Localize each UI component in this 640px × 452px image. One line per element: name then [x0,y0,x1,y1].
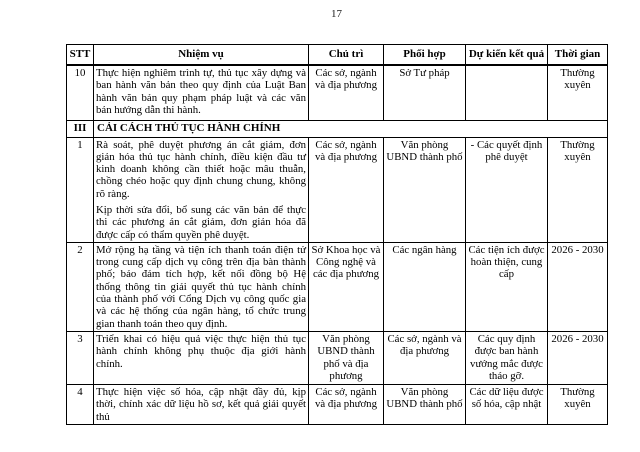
cell-time: 2026 - 2030 [548,242,608,331]
table-row [67,137,608,242]
cell-time: 2026 - 2030 [548,331,608,384]
task-paragraph: Rà soát, phê duyệt phương án cắt giảm, đơn giản hóa thủ tục hành chính, điều kiện đầu tư kinh doanh không cần thiết hoặc mâu thuẫn, chồng chéo hoặc quy định chung chung, không rõ ràng. [96,138,306,200]
task-paragraph: Triển khai có hiệu quả việc thực hiện thủ tục hành chính không phụ thuộc địa giới hành chính. [96,332,306,370]
cell-coordinate: Các ngân hàng [384,242,466,331]
column-header-expected-result: Dự kiến kết quả [466,45,548,66]
cell-coordinate: Văn phòng UBND thành phố [384,137,466,242]
cell-lead: Các sở, ngành và địa phương [309,137,384,242]
section-header-row [67,120,608,137]
task-paragraph: Thực hiện nghiêm trình tự, thủ tục xây dựng và ban hành văn bản theo quy định của Luật Ban hành văn bản quy phạm pháp luật và các văn bản hướng dẫn thi hành. [96,67,306,116]
cell-task [94,65,309,120]
cell-time: Thường xuyên [548,65,608,120]
cell-stt: 3 [67,331,94,384]
cell-coordinate: Các sở, ngành và địa phương [384,331,466,384]
cell-stt: 1 [67,137,94,242]
section-number: III [67,120,94,137]
cell-task [94,242,309,331]
table-row [67,331,608,384]
cell-expected-result: Các quy định được ban hành vướng mắc được tháo gỡ. [466,331,548,384]
column-header-task: Nhiệm vụ [94,45,309,66]
task-paragraph: Mở rộng hạ tầng và tiện ích thanh toán điện tử trong cung cấp dịch vụ công trên địa bàn thành phố; bảo đảm tích hợp, kết nối đồng bộ Hệ thống thông tin giải quyết thủ tục hành chính của thành phố với Cổng Dịch vụ công quốc gia và các hệ thống của ngân hàng, tổ chức trung gian thanh toán theo quy định. [96,243,306,330]
task-paragraph: Thực hiện việc số hóa, cập nhật đầy đủ, kịp thời, chính xác dữ liệu hồ sơ, kết quả giải quyết thủ [96,385,306,423]
cell-task [94,331,309,384]
table-row [67,65,608,120]
cell-expected-result: Các dữ liệu được số hóa, cập nhật [466,384,548,424]
cell-coordinate: Văn phòng UBND thành phố [384,384,466,424]
table-row [67,384,608,424]
cell-stt: 2 [67,242,94,331]
cell-time: Thường xuyên [548,137,608,242]
column-header-coordinate: Phối hợp [384,45,466,66]
cell-expected-result [466,65,548,120]
cell-task [94,137,309,242]
cell-lead: Sở Khoa học và Công nghệ và các địa phương [309,242,384,331]
page-number: 17 [331,8,342,20]
column-header-lead: Chủ trì [309,45,384,66]
column-header-stt: STT [67,45,94,66]
task-paragraph: Kịp thời sửa đổi, bổ sung các văn bản để thực thi các phương án cắt giảm, đơn giản hóa đã được cấp có thẩm quyền phê duyệt. [96,203,306,241]
cell-expected-result: - Các quyết định phê duyệt [466,137,548,242]
cell-lead: Các sở, ngành và địa phương [309,65,384,120]
tasks-table [66,44,608,425]
cell-stt: 10 [67,65,94,120]
cell-expected-result: Các tiện ích được hoàn thiện, cung cấp [466,242,548,331]
section-title: CẢI CÁCH THỦ TỤC HÀNH CHÍNH [94,120,608,137]
cell-coordinate: Sở Tư pháp [384,65,466,120]
column-header-time: Thời gian [548,45,608,66]
table-header-row [67,45,608,66]
cell-stt: 4 [67,384,94,424]
table-row [67,242,608,331]
cell-lead: Văn phòng UBND thành phố và địa phương [309,331,384,384]
cell-lead: Các sở, ngành và địa phương [309,384,384,424]
cell-time: Thường xuyên [548,384,608,424]
cell-task [94,384,309,424]
